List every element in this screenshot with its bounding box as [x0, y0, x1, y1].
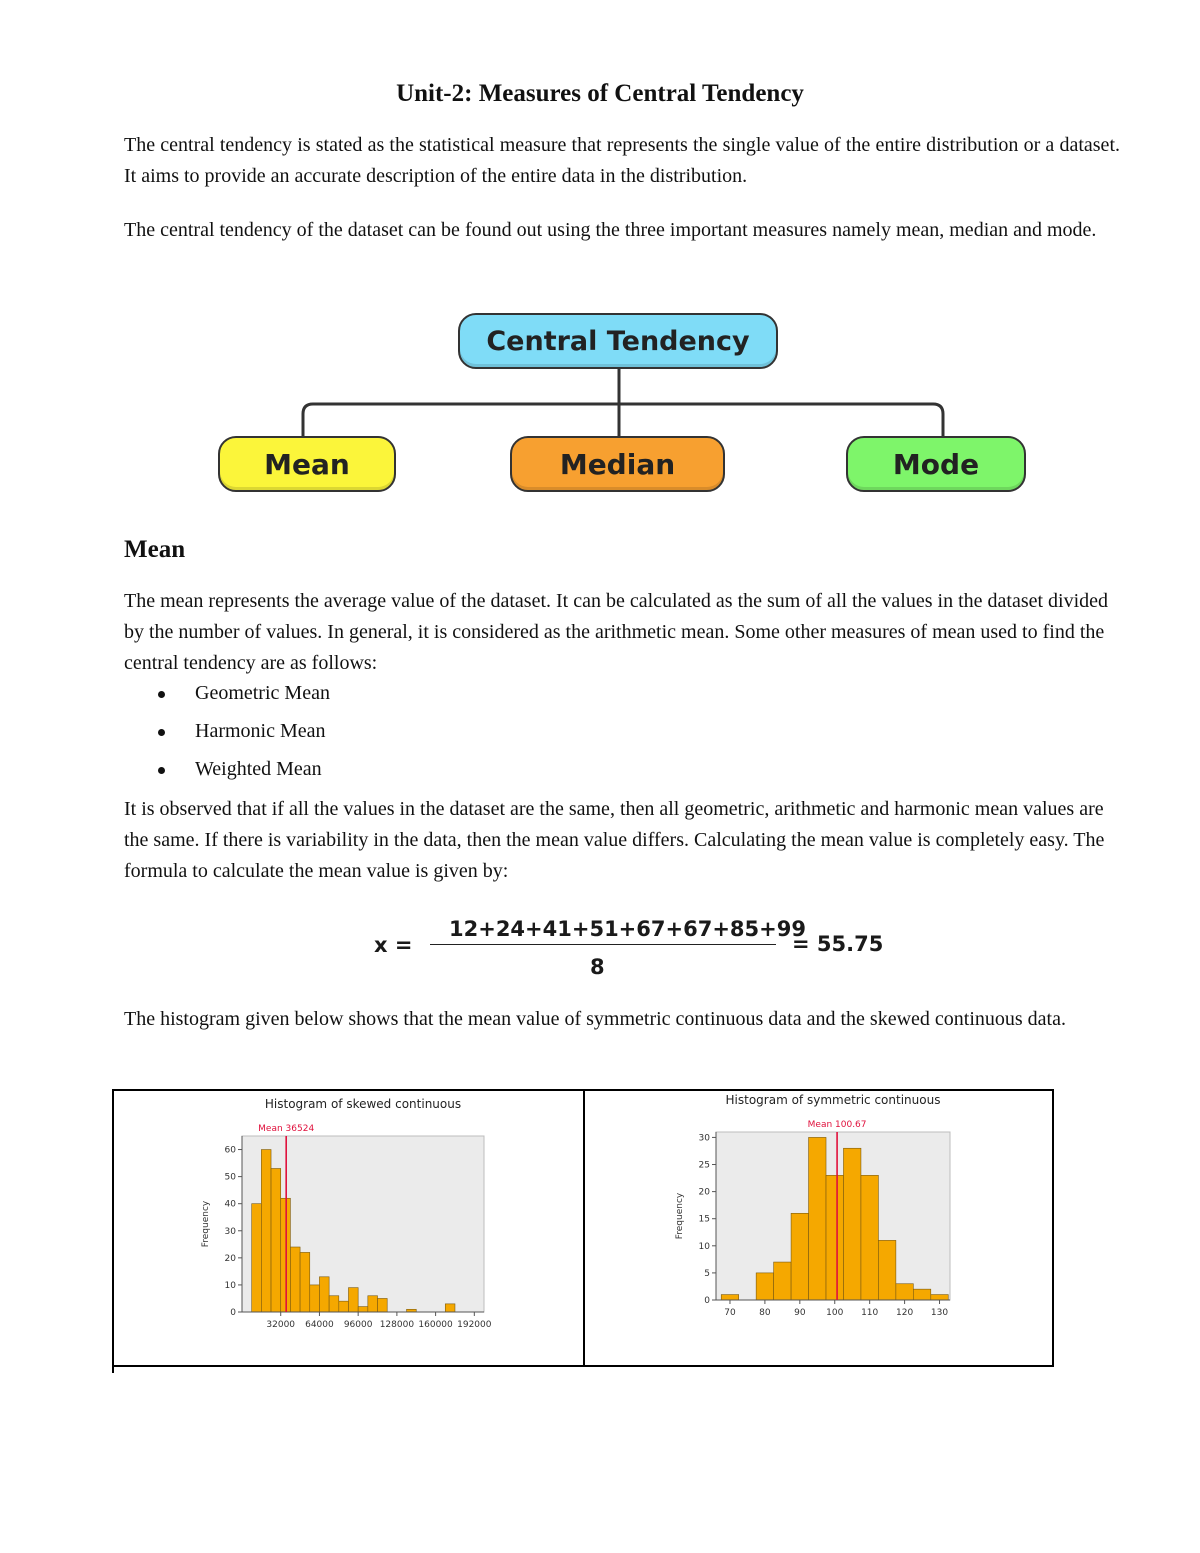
list-item — [124, 678, 330, 716]
list-item-text: Geometric Mean — [195, 682, 330, 704]
bullet-icon — [158, 729, 165, 736]
mean-types-list — [124, 678, 330, 792]
formula-result: = 55.75 — [792, 932, 884, 956]
intro-paragraph-1: The central tendency is stated as the statistical measure that represents the single value of the entire distribution or a dataset. It aims to provide an accurate description of the entire data in the distribution. — [124, 134, 1120, 187]
histogram-bar — [261, 1150, 271, 1312]
y-tick-label: 0 — [230, 1308, 236, 1318]
histogram-bar — [809, 1137, 826, 1300]
mean-label: Mean 100.67 — [807, 1120, 867, 1130]
histogram-bar — [271, 1168, 281, 1312]
x-tick-label: 128000 — [379, 1320, 415, 1330]
chart-title: Histogram of symmetric continuous — [725, 1093, 941, 1107]
histogram-bar — [368, 1296, 378, 1312]
formula-fraction-bar — [430, 944, 776, 945]
histogram-bar — [913, 1289, 930, 1300]
histogram-bar — [252, 1204, 262, 1312]
histogram-bar — [843, 1148, 860, 1300]
section-heading-mean: Mean — [124, 536, 186, 563]
intro-paragraph-2: The central tendency of the dataset can be found out using the three important measures namely mean, median and mode. — [124, 219, 1097, 241]
x-tick-label: 130 — [930, 1308, 949, 1318]
histogram-bar — [774, 1262, 791, 1300]
y-tick-label: 60 — [224, 1145, 236, 1156]
y-tick-label: 5 — [704, 1268, 710, 1279]
bullet-icon — [158, 767, 165, 774]
histogram-bar — [721, 1295, 738, 1300]
skewed-histogram — [114, 1091, 581, 1365]
x-tick-label: 110 — [861, 1308, 879, 1318]
x-tick-label: 192000 — [457, 1320, 492, 1330]
x-tick-label: 100 — [826, 1308, 844, 1318]
histogram-bar — [896, 1284, 913, 1300]
mean-paragraph-1: The mean represents the average value of the dataset. It can be calculated as the sum of all the values in the dataset divided by the number of values. In general, it is considered as the arithmetic mean. Some other measures of mean used to find the central tendency are as follows: — [124, 590, 1109, 674]
histogram-bar — [756, 1273, 773, 1300]
x-tick-label: 70 — [724, 1308, 736, 1318]
x-tick-label: 90 — [794, 1308, 806, 1318]
y-tick-label: 10 — [224, 1280, 236, 1291]
y-axis-label: Frequency — [675, 1192, 685, 1240]
page-title: Unit-2: Measures of Central Tendency — [396, 80, 804, 107]
histogram-bar — [826, 1175, 843, 1300]
mean-label: Mean 36524 — [258, 1124, 315, 1134]
histogram-bar — [791, 1213, 808, 1300]
chart-title: Histogram of skewed continuous — [264, 1097, 462, 1111]
table-corner-mark — [112, 1365, 114, 1373]
x-tick-label: 32000 — [266, 1320, 296, 1330]
x-tick-label: 64000 — [305, 1320, 334, 1330]
y-tick-label: 30 — [698, 1133, 710, 1144]
x-tick-label: 80 — [759, 1308, 771, 1318]
histogram-bar — [878, 1240, 895, 1300]
y-tick-label: 30 — [224, 1226, 236, 1237]
histogram-bar — [310, 1285, 320, 1312]
histogram-bar — [290, 1247, 300, 1312]
list-item-text: Weighted Mean — [195, 758, 322, 780]
y-tick-label: 40 — [224, 1199, 236, 1210]
bullet-icon — [158, 691, 165, 698]
mean-paragraph-3: The histogram given below shows that the mean value of symmetric continuous data and the skewed continuous data. — [124, 1008, 1066, 1030]
diagram-node-median: Median — [510, 436, 725, 492]
formula-denominator: 8 — [590, 955, 605, 979]
y-tick-label: 20 — [698, 1187, 710, 1198]
histogram-bar — [300, 1252, 310, 1312]
list-item — [124, 716, 330, 754]
list-item-text: Harmonic Mean — [195, 720, 326, 742]
y-tick-label: 50 — [224, 1172, 236, 1183]
y-tick-label: 0 — [704, 1296, 710, 1306]
y-tick-label: 25 — [698, 1160, 710, 1171]
histogram-bar — [931, 1295, 948, 1300]
formula-lhs: x = — [374, 933, 413, 957]
histogram-bar — [445, 1304, 455, 1312]
mean-formula — [0, 910, 1200, 980]
x-tick-label: 120 — [896, 1308, 914, 1318]
y-tick-label: 10 — [698, 1241, 710, 1252]
diagram-node-central-tendency: Central Tendency — [458, 313, 778, 369]
formula-numerator: 12+24+41+51+67+67+85+99 — [449, 917, 806, 941]
histogram-bar — [329, 1296, 339, 1312]
histogram-bar — [378, 1298, 388, 1312]
histogram-bar — [861, 1175, 878, 1300]
y-axis-label: Frequency — [201, 1200, 211, 1248]
y-tick-label: 20 — [224, 1253, 236, 1264]
x-tick-label: 96000 — [343, 1320, 373, 1330]
histogram-bar — [319, 1277, 329, 1312]
symmetric-histogram — [585, 1091, 1052, 1365]
histogram-bar — [348, 1288, 358, 1312]
diagram-node-mode: Mode — [846, 436, 1026, 492]
mean-paragraph-2: It is observed that if all the values in the dataset are the same, then all geometric, arithmetic and harmonic mean values are the same. If there is variability in the data, then the mean value differs. Calculating the mean value is completely easy. The formula to calculate the mean value is given by: — [124, 798, 1105, 882]
x-tick-label: 160000 — [418, 1320, 453, 1330]
y-tick-label: 15 — [698, 1214, 710, 1225]
diagram-node-mean: Mean — [218, 436, 396, 492]
histogram-bar — [358, 1307, 368, 1312]
list-item — [124, 754, 330, 792]
histogram-bar — [339, 1301, 349, 1312]
